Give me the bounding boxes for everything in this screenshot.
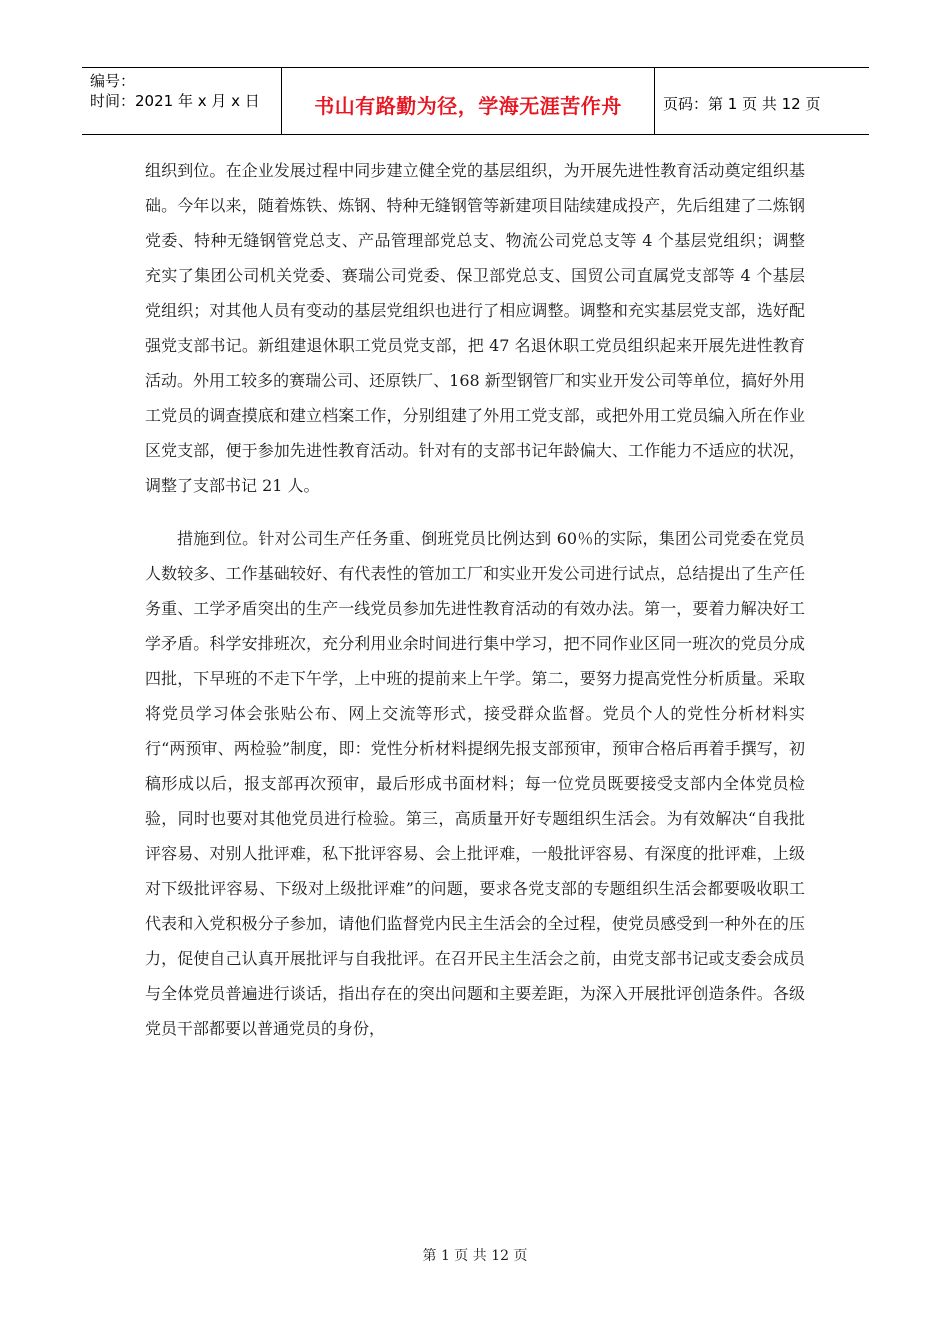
header-page-number: 页码：第 1 页 共 12 页 — [663, 94, 821, 113]
body-paragraph-1: 组织到位。在企业发展过程中同步建立健全党的基层组织，为开展先进性教育活动奠定组织基础。今年以来，随着炼铁、炼钢、特种无缝钢管等新建项目陆续建成投产，先后组建了二炼钢党委、特种无缝钢管党总支、产品管理部党总支、物流公司党总支等 4 个基层党组织；调整充实了集团公司机关党委、赛瑞公司党委、保卫部党总支、国贸公司直属党支部等 4 个基层党组织；对其他人员有变动的基层党组织也进行了相应调整。调整和充实基层党支部，选好配强党支部书记。新组建退休职工党员党支部，把 47 名退休职工党员组织起来开展先进性教育活动。外用工较多的赛瑞公司、还原铁厂、168 新型钢管厂和实业开发公司等单位，搞好外用工党员的调查摸底和建立档案工作，分别组建了外用工党支部，或把外用工党员编入所在作业区党支部，便于参加先进性教育活动。针对有的支部书记年龄偏大、工作能力不适应的状况，调整了支部书记 21 人。 — [145, 161, 805, 495]
header-motto-cell — [282, 68, 655, 134]
header-page-cell — [655, 68, 869, 134]
document-date: 时间：2021 年 x 月 x 日 — [90, 92, 260, 110]
header-meta-cell — [82, 68, 282, 134]
document-body — [145, 153, 805, 1046]
header-motto: 书山有路勤为径，学海无涯苦作舟 — [314, 93, 622, 118]
page-footer: 第 1 页 共 12 页 — [422, 1248, 528, 1264]
document-number-label: 编号： — [90, 72, 136, 90]
body-paragraph-2: 措施到位。针对公司生产任务重、倒班党员比例达到 60％的实际，集团公司党委在党员人数较多、工作基础较好、有代表性的管加工厂和实业开发公司进行试点，总结提出了生产任务重、工学矛盾突出的生产一线党员参加先进性教育活动的有效办法。第一，要着力解决好工学矛盾。科学安排班次，充分利用业余时间进行集中学习，把不同作业区同一班次的党员分成四批，下早班的不走下午学，上中班的提前来上午学。第二，要努力提高党性分析质量。采取将党员学习体会张贴公布、网上交流等形式，接受群众监督。党员个人的党性分析材料实行“两预审、两检验”制度，即：党性分析材料提纲先报支部预审，预审合格后再着手撰写，初稿形成以后，报支部再次预审，最后形成书面材料；每一位党员既要接受支部内全体党员检验，同时也要对其他党员进行检验。第三，高质量开好专题组织生活会。为有效解决“自我批评容易、对别人批评难，私下批评容易、会上批评难，一般批评容易、有深度的批评难，上级对下级批评容易、下级对上级批评难”的问题，要求各党支部的专题组织生活会都要吸收职工代表和入党积极分子参加，请他们监督党内民主生活会的全过程，使党员感受到一种外在的压力，促使自己认真开展批评与自我批评。在召开民主生活会之前，由党支部书记或支委会成员与全体党员普遍进行谈话，指出存在的突出问题和主要差距，为深入开展批评创造条件。各级党员干部都要以普通党员的身份， — [145, 529, 805, 1038]
header-table — [82, 67, 869, 135]
